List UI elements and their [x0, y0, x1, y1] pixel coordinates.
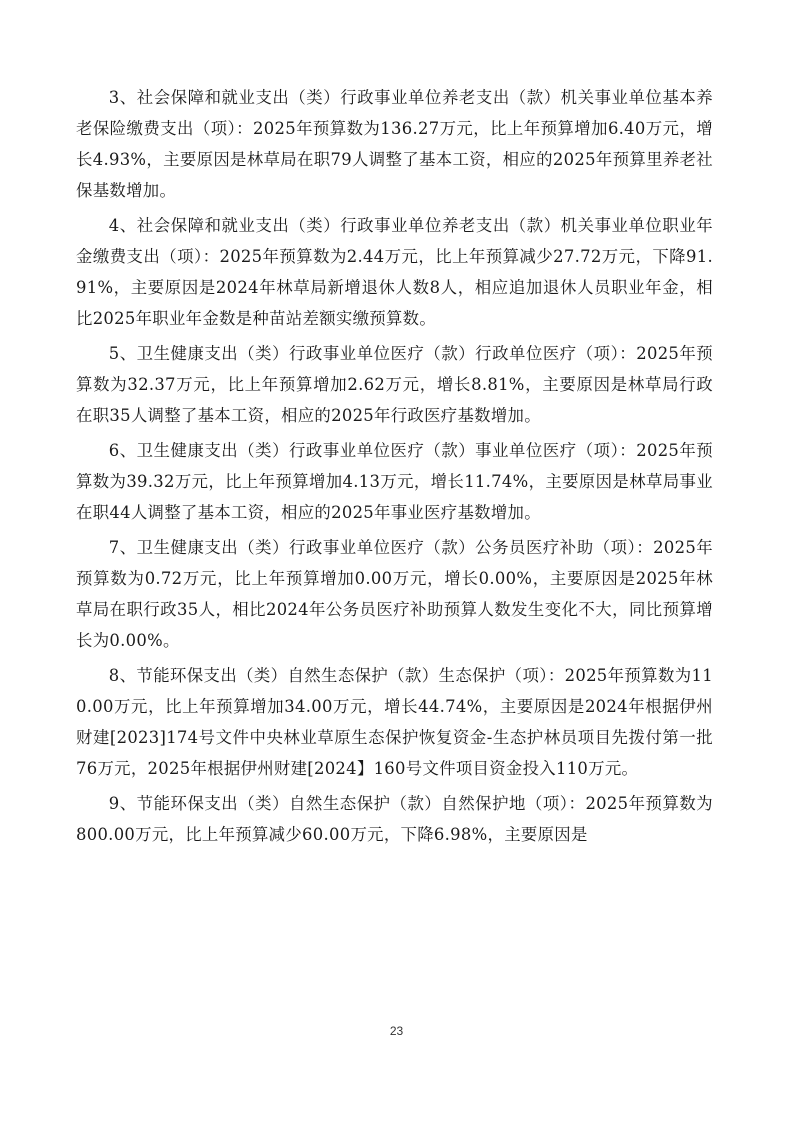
paragraph-item-3: 3、社会保障和就业支出（类）行政事业单位养老支出（款）机关事业单位基本养老保险缴费支出（项）：2025年预算数为136.27万元，比上年预算增加6.40万元，增长4.93%，主要原因是林草局在职79人调整了基本工资，相应的2025年预算里养老社保基数增加。 [76, 88, 713, 200]
document-body [76, 82, 713, 854]
paragraph-item-7: 7、卫生健康支出（类）行政事业单位医疗（款）公务员医疗补助（项）：2025年预算数为0.72万元，比上年预算增加0.00万元，增长0.00%，主要原因是2025年林草局在职行政35人，相比2024年公务员医疗补助预算人数发生变化不大，同比预算增长为0.00%。 [76, 538, 713, 650]
paragraph-item-9: 9、节能环保支出（类）自然生态保护（款）自然保护地（项）：2025年预算数为800.00万元，比上年预算减少60.00万元，下降6.98%，主要原因是 [76, 794, 713, 844]
paragraph-item-6: 6、卫生健康支出（类）行政事业单位医疗（款）事业单位医疗（项）：2025年预算数为39.32万元，比上年预算增加4.13万元，增长11.74%，主要原因是林草局事业在职44人调整了基本工资，相应的2025年事业医疗基数增加。 [76, 441, 713, 522]
paragraph-item-5: 5、卫生健康支出（类）行政事业单位医疗（款）行政单位医疗（项）：2025年预算数为32.37万元，比上年预算增加2.62万元，增长8.81%，主要原因是林草局行政在职35人调整了基本工资，相应的2025年行政医疗基数增加。 [76, 344, 713, 425]
paragraph-item-4: 4、社会保障和就业支出（类）行政事业单位养老支出（款）机关事业单位职业年金缴费支出（项）：2025年预算数为2.44万元，比上年预算减少27.72万元，下降91.91%，主要原因是2024年林草局新增退休人数8人，相应追加退休人员职业年金，相比2025年职业年金数是种苗站差额实缴预算数。 [76, 216, 713, 328]
paragraph-item-8: 8、节能环保支出（类）自然生态保护（款）生态保护（项）：2025年预算数为110.00万元，比上年预算增加34.00万元，增长44.74%，主要原因是2024年根据伊州财建[2023]174号文件中央林业草原生态保护恢复资金-生态护林员项目先拨付第一批76万元，2025年根据伊州财建[2024】160号文件项目资金投入110万元。 [76, 666, 713, 778]
page-number: 23 [389, 1024, 404, 1038]
